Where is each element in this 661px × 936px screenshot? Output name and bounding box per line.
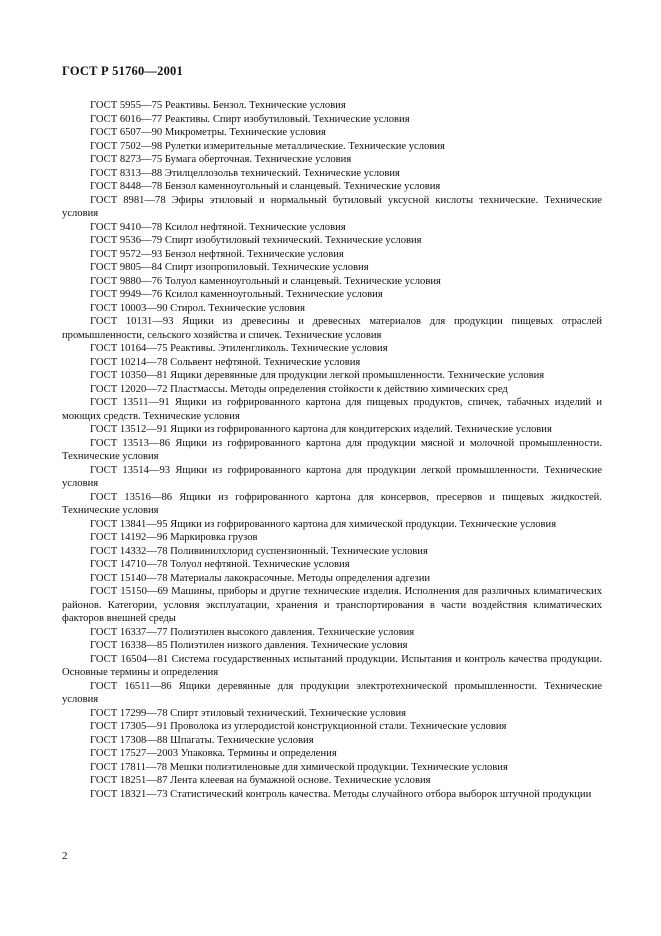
- reference-item: ГОСТ 14710—78 Толуол нефтяной. Технические условия: [90, 559, 350, 570]
- reference-item: ГОСТ 6016—77 Реактивы. Спирт изобутиловый. Технические условия: [90, 113, 410, 125]
- reference-item: ГОСТ 17305—91 Проволока из углеродистой конструкционной стали. Технические условия: [90, 721, 507, 732]
- reference-item: ГОСТ 17308—88 Шпагаты. Технические условия: [90, 734, 314, 746]
- reference-item: ГОСТ 10131—93 Ящики из древесины и древесных материалов для продукции пищевых отраслей промышленности, сельского хозяйства и спичек. Технические условия: [62, 316, 602, 341]
- reference-item: ГОСТ 18321—73 Статистический контроль качества. Методы случайного отбора выборок штучной продукции: [90, 788, 592, 800]
- reference-item: ГОСТ 9410—78 Ксилол нефтяной. Технические условия: [90, 221, 346, 233]
- reference-item: ГОСТ 13512—91 Ящики из гофрированного картона для кондитерских изделий. Технические условия: [90, 424, 552, 435]
- reference-item: ГОСТ 15150—69 Машины, приборы и другие технические изделия. Исполнения для различных климатических районов. Категории, условия эксплуатации, хранения и транспортирования в части воздействия климатических факторов внешней среды: [62, 586, 602, 624]
- reference-item: ГОСТ 14332—78 Поливинилхлорид суспензионный. Технические условия: [90, 545, 428, 557]
- reference-item: ГОСТ 10164—75 Реактивы. Этиленгликоль. Технические условия: [90, 343, 388, 354]
- reference-item: ГОСТ 8273—75 Бумага оберточная. Технические условия: [90, 154, 352, 165]
- reference-item: ГОСТ 15140—78 Материалы лакокрасочные. Методы определения адгезии: [90, 572, 431, 584]
- normative-references-list: [62, 99, 602, 801]
- reference-item: ГОСТ 8313—88 Этилцеллозольв технический. Технические условия: [90, 167, 400, 179]
- page-number: 2: [62, 850, 68, 862]
- reference-item: ГОСТ 9880—76 Толуол каменноугольный и сланцевый. Технические условия: [90, 275, 441, 287]
- reference-item: ГОСТ 17527—2003 Упаковка. Термины и определения: [90, 748, 337, 759]
- reference-item: ГОСТ 8981—78 Эфиры этиловый и нормальный бутиловый уксусной кислоты технические. Технические условия: [62, 194, 602, 219]
- reference-item: ГОСТ 14192—96 Маркировка грузов: [90, 532, 258, 543]
- reference-item: ГОСТ 13514—93 Ящики из гофрированного картона для продукции легкой промышленности. Технические условия: [62, 464, 602, 489]
- reference-item: ГОСТ 13841—95 Ящики из гофрированного картона для химической продукции. Технические условия: [90, 518, 557, 530]
- reference-item: ГОСТ 8448—78 Бензол каменноугольный и сланцевый. Технические условия: [90, 181, 441, 192]
- reference-item: ГОСТ 10350—81 Ящики деревянные для продукции легкой промышленности. Технические условия: [90, 370, 545, 381]
- reference-item: ГОСТ 10214—78 Сольвент нефтяной. Технические условия: [90, 356, 361, 368]
- reference-item: ГОСТ 16511—86 Ящики деревянные для продукции электротехнической промышленности. Технические условия: [62, 680, 602, 705]
- reference-item: ГОСТ 13511—91 Ящики из гофрированного картона для пищевых продуктов, спичек, табачных изделий и моющих средств. Технические условия: [62, 397, 602, 422]
- reference-item: ГОСТ 13516—86 Ящики из гофрированного картона для консервов, пресервов и пищевых жидкостей. Технические условия: [62, 491, 602, 516]
- document-header: ГОСТ Р 51760—2001: [62, 64, 183, 78]
- reference-item: ГОСТ 18251—87 Лента клеевая на бумажной основе. Технические условия: [90, 775, 431, 786]
- reference-item: ГОСТ 6507—90 Микрометры. Технические условия: [90, 127, 326, 138]
- reference-item: ГОСТ 9572—93 Бензол нефтяной. Технические условия: [90, 248, 344, 260]
- reference-item: ГОСТ 12020—72 Пластмассы. Методы определения стойкости к действию химических сред: [90, 383, 508, 395]
- reference-item: ГОСТ 5955—75 Реактивы. Бензол. Технические условия: [90, 100, 346, 111]
- reference-item: ГОСТ 16338—85 Полиэтилен низкого давления. Технические условия: [90, 640, 408, 651]
- reference-item: ГОСТ 7502—98 Рулетки измерительные металлические. Технические условия: [90, 140, 445, 152]
- reference-item: ГОСТ 13513—86 Ящики из гофрированного картона для продукции мясной и молочной промышленности. Технические условия: [62, 437, 602, 462]
- reference-item: ГОСТ 9536—79 Спирт изобутиловый технический. Технические условия: [90, 235, 422, 246]
- reference-item: ГОСТ 9949—76 Ксилол каменноугольный. Технические условия: [90, 289, 383, 300]
- reference-item: ГОСТ 16504—81 Система государственных испытаний продукции. Испытания и контроль качества продукции. Основные термины и определения: [62, 653, 602, 678]
- reference-item: ГОСТ 16337—77 Полиэтилен высокого давления. Технические условия: [90, 626, 415, 638]
- reference-item: ГОСТ 10003—90 Стирол. Технические условия: [90, 302, 305, 314]
- reference-item: ГОСТ 17299—78 Спирт этиловый технический. Технические условия: [90, 707, 407, 719]
- reference-item: ГОСТ 9805—84 Спирт изопропиловый. Технические условия: [90, 262, 369, 273]
- reference-item: ГОСТ 17811—78 Мешки полиэтиленовые для химической продукции. Технические условия: [90, 761, 508, 773]
